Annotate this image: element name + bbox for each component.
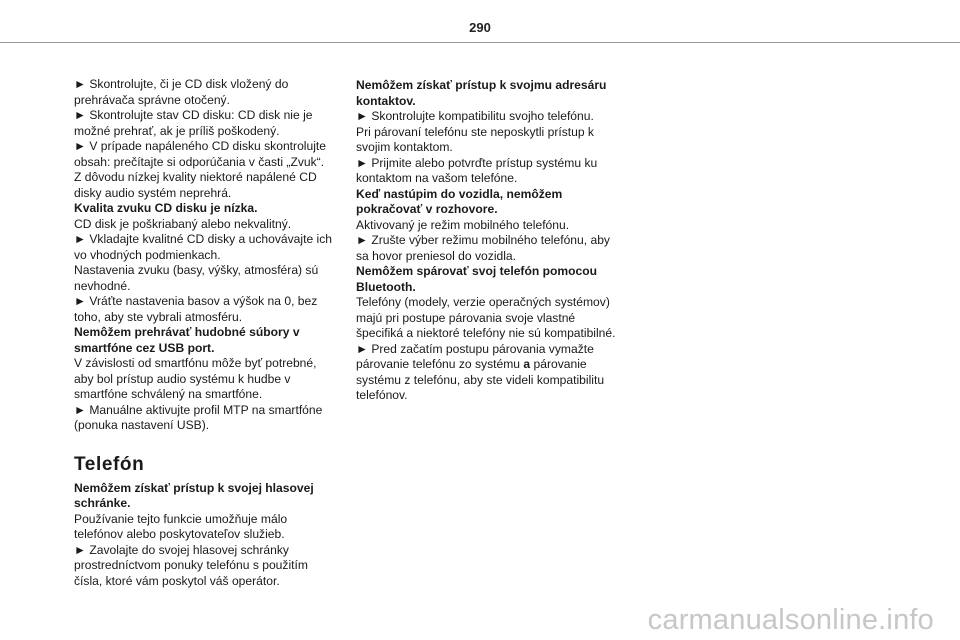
line-text: kontaktov. (356, 93, 416, 108)
text-line (74, 294, 349, 310)
text-line (356, 156, 624, 172)
text-line (74, 512, 349, 528)
line-text: ► Skontrolujte kompatibilitu svojho telefónu. (356, 109, 594, 123)
line-text: systému z telefónu, aby ste videli kompatibilitu (356, 372, 605, 387)
line-text: telefónov alebo poskytovateľov služieb. (74, 527, 285, 541)
line-text: Bluetooth. (356, 279, 416, 294)
line-text: Telefóny (modely, verzie operačných systémov) (356, 295, 610, 309)
subheading-line (74, 341, 349, 357)
text-line (356, 233, 624, 249)
left-column (74, 77, 349, 589)
line-text: Z dôvodu nízkej kvality niektoré napálené CD (74, 170, 317, 184)
line-text: ► Zrušte výber režimu mobilného telefónu, aby (356, 233, 610, 247)
left-column-bottom-text (74, 481, 349, 590)
line-text: ► Skontrolujte stav CD disku: CD disk nie je (74, 108, 313, 122)
text-line (356, 125, 624, 141)
header-divider (0, 42, 960, 43)
text-line (74, 387, 349, 403)
line-text: sa hovor preniesol do vozidla. (356, 248, 517, 263)
line-text: Kvalita zvuku CD disku je nízka. (74, 201, 258, 215)
text-line (74, 139, 349, 155)
line-text: ► Prijmite alebo potvrďte prístup systému ku (356, 155, 598, 170)
line-text: ► Skontrolujte, či je CD disk vložený do (74, 77, 289, 91)
text-line (74, 155, 349, 171)
line-text: Nemôžem získať prístup k svojmu adresáru (356, 78, 607, 92)
line-text: ► Pred začatím postupu párovania vymažte (356, 341, 594, 356)
text-line (74, 574, 349, 590)
line-text: ► V prípade napáleného CD disku skontrolujte (74, 139, 326, 153)
subheading-line (74, 481, 349, 497)
section-heading-telefon: Telefón (74, 453, 145, 475)
line-text: ► Vráťte nastavenia basov a výšok na 0, bez (74, 294, 318, 308)
line-text: Pri párovaní telefónu ste neposkytli prístup k (356, 124, 594, 139)
line-text: pokračovať v rozhovore. (356, 202, 498, 216)
right-column-text (356, 78, 624, 404)
line-text: (ponuka nastavení USB). (74, 418, 210, 432)
text-line (356, 342, 624, 358)
line-text: párovanie telefónu zo systému (356, 357, 521, 371)
text-line (74, 108, 349, 124)
text-line (356, 218, 624, 234)
text-line (74, 279, 349, 295)
text-line (74, 77, 349, 93)
text-line (356, 357, 624, 373)
line-text: obsah: prečítajte si odporúčania v časti „Zvuk“. (74, 154, 325, 169)
text-line (356, 311, 624, 327)
line-text: aby bol prístup audio systému k hudbe v (74, 371, 291, 386)
inline-bold-text: a (523, 357, 531, 371)
text-line (74, 263, 349, 279)
subheading-line (356, 280, 624, 296)
line-text: CD disk je poškriabaný alebo nekvalitný. (74, 216, 292, 231)
line-text: prehrávača správne otočený. (74, 92, 230, 107)
subheading-line (356, 264, 624, 280)
subheading-line (74, 496, 349, 512)
text-line (74, 372, 349, 388)
line-text: možné prehrať, ak je príliš poškodený. (74, 123, 280, 138)
page-number: 290 (469, 20, 491, 35)
line-text: majú pri postupe párovania svoje vlastné (356, 310, 576, 325)
text-line (74, 124, 349, 140)
line-suffix-text: párovanie (530, 357, 587, 371)
line-text: svojim kontaktom. (356, 140, 453, 154)
text-line (74, 232, 349, 248)
line-text: Aktivovaný je režim mobilného telefónu. (356, 217, 570, 232)
watermark-text: carmanualsonline.info (647, 604, 934, 636)
subheading-line (356, 78, 624, 94)
line-text: smartfóne cez USB port. (74, 340, 215, 355)
line-text: prostredníctvom ponuky telefónu s použitím (74, 558, 308, 572)
line-text: V závislosti od smartfónu môže byť potrebné, (74, 356, 317, 370)
text-line (356, 249, 624, 265)
subheading-line (74, 325, 349, 341)
line-text: ► Vkladajte kvalitné CD disky a uchovávajte ich (74, 232, 332, 246)
text-line (74, 310, 349, 326)
line-text: špecifiká a niektoré telefóny nie sú kompatibilné. (356, 326, 616, 340)
subheading-line (356, 94, 624, 110)
text-line (74, 527, 349, 543)
line-text: nevhodné. (74, 278, 131, 293)
line-text: Nemôžem spárovať svoj telefón pomocou (356, 264, 598, 278)
text-line (74, 418, 349, 434)
line-text: vo vhodných podmienkach. (74, 247, 221, 262)
text-line (356, 171, 624, 187)
text-line (356, 326, 624, 342)
subheading-line (356, 202, 624, 218)
text-line (74, 186, 349, 202)
text-line (74, 217, 349, 233)
text-line (74, 403, 349, 419)
text-line (356, 140, 624, 156)
text-line (356, 295, 624, 311)
line-text: ► Manuálne aktivujte profil MTP na smartfóne (74, 402, 323, 417)
line-text: Nemôžem prehrávať hudobné súbory v (74, 325, 300, 339)
line-text: smartfóne schválený na smartfóne. (74, 387, 263, 401)
line-text: Nemôžem získať prístup k svojej hlasovej (74, 480, 314, 495)
line-text: disky audio systém neprehrá. (74, 185, 232, 200)
line-text: telefónov. (356, 388, 408, 402)
text-line (74, 170, 349, 186)
text-line (356, 388, 624, 404)
text-line (356, 373, 624, 389)
line-text: schránke. (74, 496, 131, 510)
right-column (356, 78, 624, 404)
subheading-line (356, 187, 624, 203)
text-line (74, 93, 349, 109)
line-text: Nastavenia zvuku (basy, výšky, atmosféra) sú (74, 263, 319, 277)
subheading-line (74, 201, 349, 217)
text-line (74, 356, 349, 372)
text-line (74, 248, 349, 264)
line-text: čísla, ktoré vám poskytol váš operátor. (74, 573, 280, 588)
line-text: kontaktom na vašom telefóne. (356, 171, 518, 185)
text-line (74, 543, 349, 559)
line-text: toho, aby ste vybrali atmosféru. (74, 309, 243, 324)
line-text: ► Zavolajte do svojej hlasovej schránky (74, 542, 289, 557)
line-text: Používanie tejto funkcie umožňuje málo (74, 511, 288, 526)
left-column-top-text (74, 77, 349, 434)
text-line (356, 109, 624, 125)
line-text: Keď nastúpim do vozidla, nemôžem (356, 186, 563, 201)
text-line (74, 558, 349, 574)
